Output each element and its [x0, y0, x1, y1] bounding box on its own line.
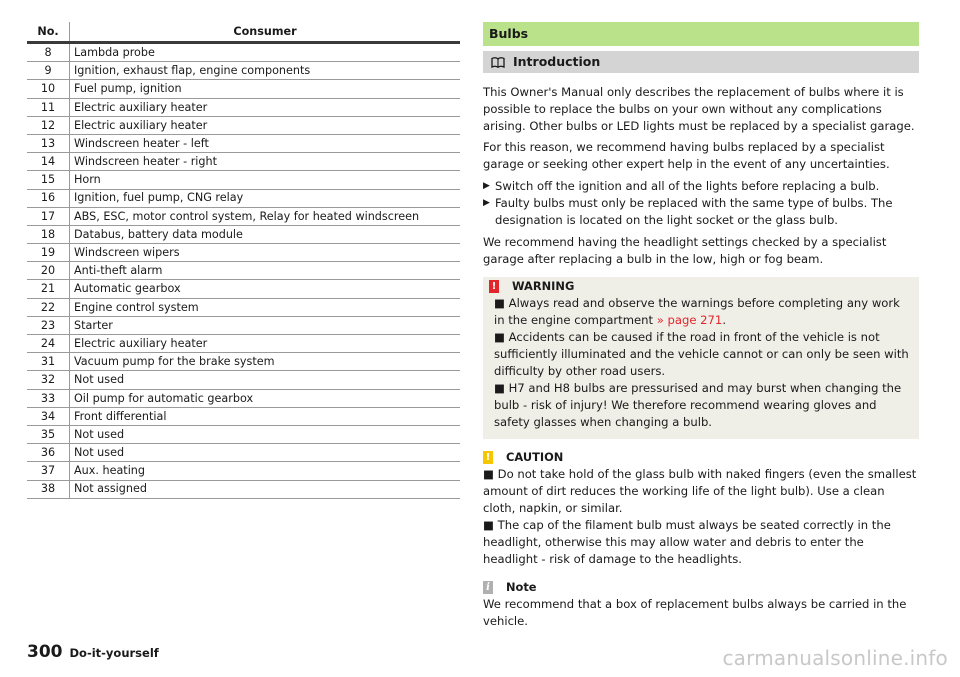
fuse-table — [27, 22, 460, 499]
intro-paragraph-3: We recommend having the headlight settings checked by a specialist garage after replacing a bulb in the low, high or fog beam. — [483, 235, 887, 266]
fuse-consumer: Aux. heating — [70, 462, 461, 480]
fuse-number: 23 — [27, 316, 70, 334]
table-row — [27, 153, 460, 171]
note-box — [483, 578, 919, 630]
arrow-right-icon: ▶ — [483, 181, 490, 191]
warning-label: WARNING — [512, 278, 575, 293]
fuse-number: 17 — [27, 207, 70, 225]
caution-icon: ! — [483, 451, 493, 464]
warning-header — [489, 277, 913, 295]
caution-label: CAUTION — [506, 449, 564, 464]
table-row — [27, 444, 460, 462]
fuse-number: 19 — [27, 244, 70, 262]
table-row — [27, 371, 460, 389]
fuse-consumer: Automatic gearbox — [70, 280, 461, 298]
fuse-number: 34 — [27, 407, 70, 425]
warning-item-1: ■ Always read and observe the warnings before completing any work in the engine compartment » page 271. — [494, 296, 900, 327]
fuse-number: 35 — [27, 425, 70, 443]
fuse-consumer: Electric auxiliary heater — [70, 98, 461, 116]
fuse-consumer: Oil pump for automatic gearbox — [70, 389, 461, 407]
fuse-number: 13 — [27, 134, 70, 152]
intro-paragraph-2: For this reason, we recommend having bulbs replaced by a specialist garage or seeking other expert help in the event of any uncertainties. — [483, 140, 890, 171]
list-item — [483, 178, 919, 195]
bulbs-section — [483, 22, 919, 630]
table-row — [27, 80, 460, 98]
table-row — [27, 171, 460, 189]
table-row — [27, 280, 460, 298]
fuse-consumer: Starter — [70, 316, 461, 334]
chapter-title: Do-it-yourself — [69, 646, 159, 660]
fuse-consumer: Not used — [70, 425, 461, 443]
warning-box — [483, 277, 919, 439]
table-row — [27, 462, 460, 480]
warning-icon: ! — [489, 280, 499, 293]
fuse-number: 33 — [27, 389, 70, 407]
fuse-consumer: Windscreen heater - right — [70, 153, 461, 171]
list-item — [483, 195, 919, 229]
column-header-no: No. — [27, 22, 70, 43]
fuse-number: 14 — [27, 153, 70, 171]
caution-box — [483, 448, 919, 568]
fuse-number: 24 — [27, 335, 70, 353]
table-header-row — [27, 22, 460, 43]
fuse-consumer: Engine control system — [70, 298, 461, 316]
fuse-number: 31 — [27, 353, 70, 371]
caution-header — [483, 448, 919, 466]
page-number: 300 — [27, 642, 63, 662]
arrow-right-icon: ▶ — [483, 198, 490, 208]
fuse-number: 22 — [27, 298, 70, 316]
table-row — [27, 480, 460, 498]
fuse-number: 8 — [27, 43, 70, 62]
fuse-consumer: Ignition, fuel pump, CNG relay — [70, 189, 461, 207]
table-row — [27, 62, 460, 80]
fuse-consumer: Electric auxiliary heater — [70, 116, 461, 134]
fuse-number: 10 — [27, 80, 70, 98]
fuse-consumer: Not assigned — [70, 480, 461, 498]
fuse-consumer: ABS, ESC, motor control system, Relay for heated windscreen — [70, 207, 461, 225]
fuse-number: 16 — [27, 189, 70, 207]
table-row — [27, 98, 460, 116]
fuse-consumer: Fuel pump, ignition — [70, 80, 461, 98]
fuse-number: 36 — [27, 444, 70, 462]
intro-heading — [483, 51, 919, 73]
table-row — [27, 389, 460, 407]
table-row — [27, 134, 460, 152]
list-item-text: Faulty bulbs must only be replaced with the same type of bulbs. The designation is located on the light socket or the glass bulb. — [495, 196, 893, 227]
fuse-number: 15 — [27, 171, 70, 189]
fuse-consumer: Windscreen heater - left — [70, 134, 461, 152]
fuse-consumer: Front differential — [70, 407, 461, 425]
fuse-number: 9 — [27, 62, 70, 80]
warning-text — [489, 295, 913, 431]
table-row — [27, 335, 460, 353]
watermark: carmanualsonline.info — [722, 646, 948, 670]
fuse-consumer: Not used — [70, 444, 461, 462]
section-title: Bulbs — [483, 22, 919, 46]
table-row — [27, 407, 460, 425]
table-body — [27, 43, 460, 499]
page-footer — [27, 642, 159, 662]
fuse-consumer: Lambda probe — [70, 43, 461, 62]
fuse-number: 38 — [27, 480, 70, 498]
table-row — [27, 298, 460, 316]
table-row — [27, 116, 460, 134]
caution-item-1: ■ Do not take hold of the glass bulb with naked fingers (even the smallest amount of dirt reduces the working life of the light bulb). Use a clean cloth, napkin, or similar. — [483, 467, 917, 515]
fuse-consumer: Ignition, exhaust flap, engine components — [70, 62, 461, 80]
fuse-number: 11 — [27, 98, 70, 116]
table-row — [27, 262, 460, 280]
table-row — [27, 244, 460, 262]
fuse-number: 32 — [27, 371, 70, 389]
list-item-text: Switch off the ignition and all of the lights before replacing a bulb. — [495, 179, 880, 193]
fuse-consumer: Windscreen wipers — [70, 244, 461, 262]
warning-item-3: ■ H7 and H8 bulbs are pressurised and may burst when changing the bulb - risk of injury! We therefore recommend wearing gloves and safety glasses when changing a bulb. — [494, 381, 902, 429]
fuse-number: 18 — [27, 225, 70, 243]
fuse-number: 37 — [27, 462, 70, 480]
intro-paragraph-1: This Owner's Manual only describes the replacement of bulbs where it is possible to replace the bulbs on your own without any complications arising. Other bulbs or LED lights must be replaced by a specialist garage. — [483, 85, 915, 133]
fuse-number: 12 — [27, 116, 70, 134]
fuse-consumer: Horn — [70, 171, 461, 189]
fuse-consumer: Not used — [70, 371, 461, 389]
fuse-consumer: Vacuum pump for the brake system — [70, 353, 461, 371]
column-header-consumer: Consumer — [70, 22, 461, 43]
caution-item-2: ■ The cap of the filament bulb must always be seated correctly in the headlight, otherwise this may allow water and debris to enter the headlight - risk of damage to the headlights. — [483, 518, 891, 566]
table-row — [27, 43, 460, 62]
instruction-list — [483, 178, 919, 229]
note-label: Note — [506, 579, 537, 594]
table-row — [27, 189, 460, 207]
book-icon — [491, 57, 505, 68]
warning-item-2: ■ Accidents can be caused if the road in front of the vehicle is not sufficiently illuminated and the vehicle cannot or can only be seen with difficulty by other road users. — [494, 330, 909, 378]
info-icon: i — [483, 581, 493, 594]
table-row — [27, 207, 460, 225]
intro-title: Introduction — [513, 54, 601, 69]
table-row — [27, 225, 460, 243]
fuse-consumer: Databus, battery data module — [70, 225, 461, 243]
note-header — [483, 578, 919, 596]
table-row — [27, 353, 460, 371]
page-link[interactable]: » page 271 — [656, 313, 723, 327]
table-row — [27, 425, 460, 443]
table-row — [27, 316, 460, 334]
fuse-consumer: Anti-theft alarm — [70, 262, 461, 280]
fuse-consumer: Electric auxiliary heater — [70, 335, 461, 353]
fuse-number: 21 — [27, 280, 70, 298]
fuse-number: 20 — [27, 262, 70, 280]
note-text: We recommend that a box of replacement bulbs always be carried in the vehicle. — [483, 597, 907, 628]
